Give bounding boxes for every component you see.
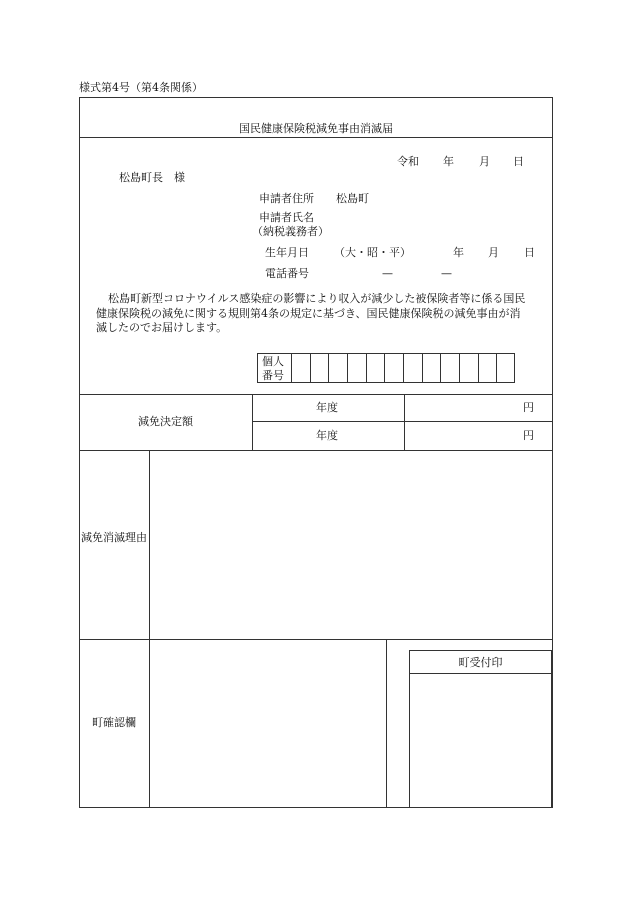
notice-text: 松島町新型コロナウイルス感染症の影響により収入が減少した被保険者等に係る国民健康保険税の減免に関する規則第4条の規定に基づき、国民健康保険税の減免事由が消滅したのでお届けします。: [96, 292, 526, 335]
exemption-row-1-year: 年度: [316, 401, 338, 414]
personal-number-label-1: 個人: [262, 355, 284, 368]
exemption-label: 減免決定額: [138, 415, 193, 428]
name-sub-label: （納税義務者）: [252, 225, 329, 238]
section-divider-1: [79, 394, 553, 395]
birth-year: 年: [453, 246, 464, 259]
personal-number-cell[interactable]: [347, 353, 366, 383]
exemption-row-1-unit: 円: [523, 401, 534, 414]
section-divider-3: [79, 639, 553, 640]
stamp-header-divider: [409, 673, 552, 674]
phone-label: 電話番号: [265, 267, 309, 280]
personal-number-cell[interactable]: [496, 353, 515, 383]
personal-number-cell[interactable]: [310, 353, 329, 383]
personal-number-cell[interactable]: [422, 353, 441, 383]
personal-number-cell[interactable]: [328, 353, 347, 383]
date-era: 令和: [397, 155, 419, 168]
personal-number-cell[interactable]: [459, 353, 478, 383]
personal-number-cell[interactable]: [366, 353, 385, 383]
birth-day: 日: [524, 246, 535, 259]
birth-era-options: （大・昭・平）: [334, 246, 411, 259]
personal-number-cell[interactable]: [440, 353, 459, 383]
personal-number-cell[interactable]: [291, 353, 310, 383]
notice-paragraph: [96, 292, 528, 336]
label-column-divider: [149, 450, 150, 808]
phone-dash-2: —: [441, 267, 452, 280]
confirmation-right-divider: [386, 639, 387, 808]
birth-label: 生年月日: [265, 246, 309, 259]
personal-number-cell[interactable]: [478, 353, 497, 383]
birth-month: 月: [488, 246, 499, 259]
address-value: 松島町: [336, 192, 369, 205]
name-label: 申請者氏名: [259, 211, 314, 224]
date-year: 年: [443, 155, 454, 168]
date-day: 日: [513, 155, 524, 168]
exemption-vdiv-2: [404, 394, 405, 451]
section-divider-2: [79, 450, 553, 451]
exemption-row-2-unit: 円: [523, 429, 534, 442]
addressee: 松島町長 様: [119, 171, 185, 184]
exemption-row-divider: [252, 421, 553, 422]
phone-dash-1: —: [382, 267, 393, 280]
stamp-label: 町受付印: [458, 656, 503, 669]
confirmation-label: 町確認欄: [92, 716, 136, 729]
personal-number-cell[interactable]: [403, 353, 422, 383]
personal-number-label-2: 番号: [262, 369, 284, 382]
form-title: 国民健康保険税減免事由消滅届: [239, 122, 393, 135]
exemption-row-2-year: 年度: [316, 429, 338, 442]
personal-number-cell[interactable]: [384, 353, 403, 383]
reason-label: 減免消滅理由: [81, 531, 147, 544]
date-month: 月: [479, 155, 490, 168]
title-divider: [79, 137, 553, 138]
exemption-vdiv-1: [252, 394, 253, 451]
form-number: 様式第4号（第4条関係）: [79, 81, 203, 94]
address-label: 申請者住所: [259, 192, 314, 205]
